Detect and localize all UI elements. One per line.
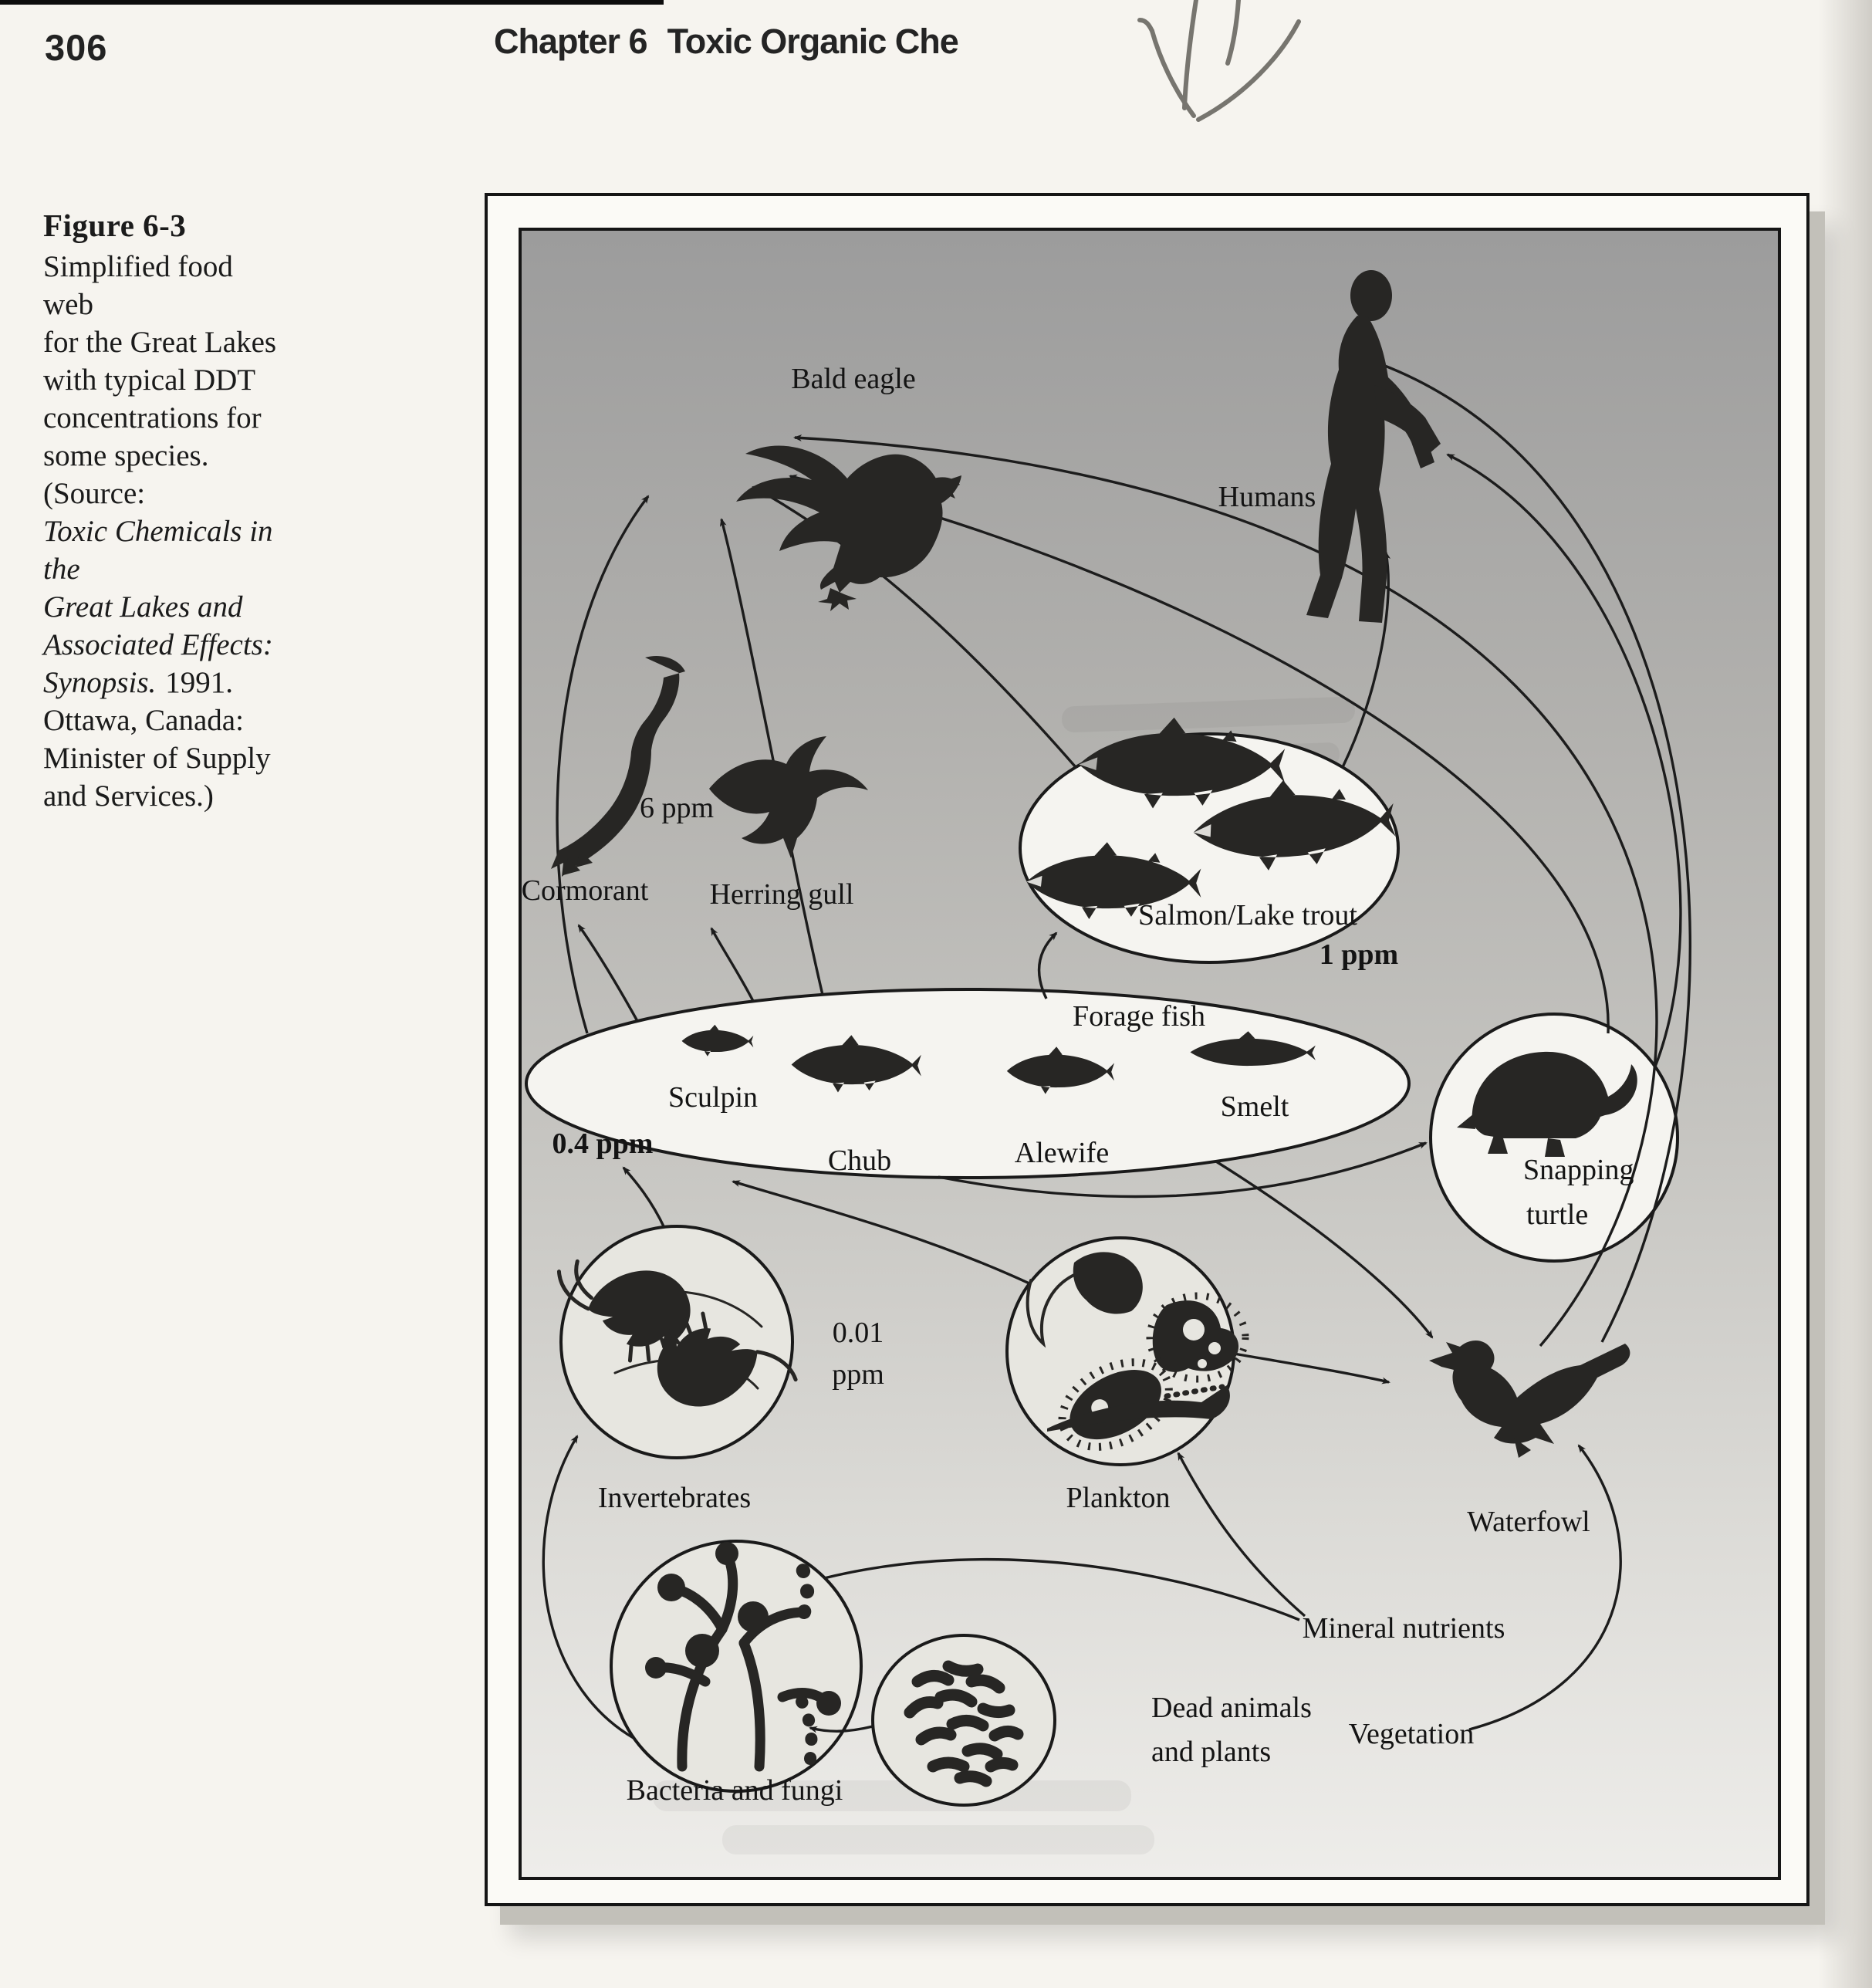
label-snapping: Snapping xyxy=(1523,1154,1634,1186)
arrow-invertebrates-to-forage xyxy=(623,1168,664,1228)
caption-line: concentrations for xyxy=(43,401,262,434)
cormorant-icon xyxy=(551,656,685,877)
label-turtle: turtle xyxy=(1526,1199,1589,1231)
figure-label: Figure 6-3 xyxy=(43,208,187,243)
label-plankton: Plankton xyxy=(1066,1482,1171,1514)
label-cormorant-ppm: 6 ppm xyxy=(639,792,715,824)
arrow-plankton-to-forage xyxy=(733,1182,1031,1284)
human-icon xyxy=(1306,270,1441,623)
arrow-forage-to-salmon xyxy=(1039,933,1056,999)
forage-fish-bubble xyxy=(526,989,1409,1178)
label-sculpin: Sculpin xyxy=(667,1081,759,1114)
label-cormorant: Cormorant xyxy=(521,874,649,907)
label-invertebrates-ppm-unit: ppm xyxy=(832,1358,884,1391)
herring-gull-icon xyxy=(709,736,868,858)
label-forage-fish: Forage fish xyxy=(1072,1000,1206,1033)
arrow-mineral-to-plankton xyxy=(1178,1453,1305,1616)
label-dead-animals: Dead animals xyxy=(1151,1692,1312,1724)
bald-eagle-icon xyxy=(736,446,961,611)
hand-drawn-arrow xyxy=(1123,0,1354,154)
scan-artifact-top-edge xyxy=(0,0,664,5)
page-number: 306 xyxy=(45,27,108,68)
label-invertebrates: Invertebrates xyxy=(597,1482,752,1514)
caption-line: with typical DDT xyxy=(43,363,256,397)
caption-line: Great Lakes and xyxy=(43,590,243,624)
caption-source-title: Synopsis. xyxy=(43,666,157,699)
label-alewife: Alewife xyxy=(1014,1137,1110,1169)
food-web-graphic xyxy=(522,231,1778,1877)
chapter-number: Chapter 6 xyxy=(494,22,647,61)
figure-frame xyxy=(485,193,1809,1906)
caption-line: Ottawa, Canada: xyxy=(43,704,244,737)
line-bacteria-to-mineral-nutrients xyxy=(824,1560,1299,1620)
label-salmon: Salmon/Lake trout xyxy=(1138,899,1357,931)
chapter-title: Toxic Organic Che xyxy=(667,22,958,61)
chapter-header xyxy=(494,22,958,62)
label-waterfowl: Waterfowl xyxy=(1467,1506,1590,1538)
label-smelt: Smelt xyxy=(1220,1090,1289,1123)
caption-line: Associated Effects: xyxy=(43,628,273,661)
label-chub: Chub xyxy=(827,1144,892,1177)
label-humans: Humans xyxy=(1218,481,1316,513)
caption-line: and Services.) xyxy=(43,779,214,813)
arrow-forage-to-gull xyxy=(711,928,753,1001)
label-bacteria: Bacteria and fungi xyxy=(626,1774,843,1807)
label-and-plants: and plants xyxy=(1151,1736,1272,1768)
caption-year: 1991. xyxy=(165,666,233,699)
label-herring-gull: Herring gull xyxy=(709,878,854,911)
caption-line: Minister of Supply xyxy=(43,742,271,775)
caption-line: some species. (Source: xyxy=(43,439,209,510)
caption-line: for the Great Lakes xyxy=(43,326,277,359)
arrow-turtle-to-humans xyxy=(1448,455,1681,1067)
page-edge-shadow xyxy=(1818,0,1872,1988)
food-web-panel xyxy=(519,228,1781,1880)
label-mineral-nutrients: Mineral nutrients xyxy=(1302,1612,1505,1645)
caption-line: Toxic Chemicals in the xyxy=(43,515,273,586)
caption-line xyxy=(43,664,290,702)
label-salmon-ppm: 1 ppm xyxy=(1319,938,1399,971)
caption-line: Simplified food web xyxy=(43,250,233,321)
waterfowl-icon xyxy=(1429,1341,1630,1458)
arrow-plankton-to-waterfowl xyxy=(1234,1354,1389,1382)
label-invertebrates-ppm-value: 0.01 xyxy=(832,1317,884,1349)
arrow-forage-to-cormorant xyxy=(579,925,637,1021)
arrow-vegetation-to-waterfowl xyxy=(1469,1445,1620,1729)
label-vegetation: Vegetation xyxy=(1348,1718,1475,1750)
label-bald-eagle: Bald eagle xyxy=(791,363,916,395)
label-forage-ppm: 0.4 ppm xyxy=(552,1128,654,1160)
arrow-forage-to-waterfowl xyxy=(1216,1161,1432,1337)
figure-caption xyxy=(43,207,290,815)
